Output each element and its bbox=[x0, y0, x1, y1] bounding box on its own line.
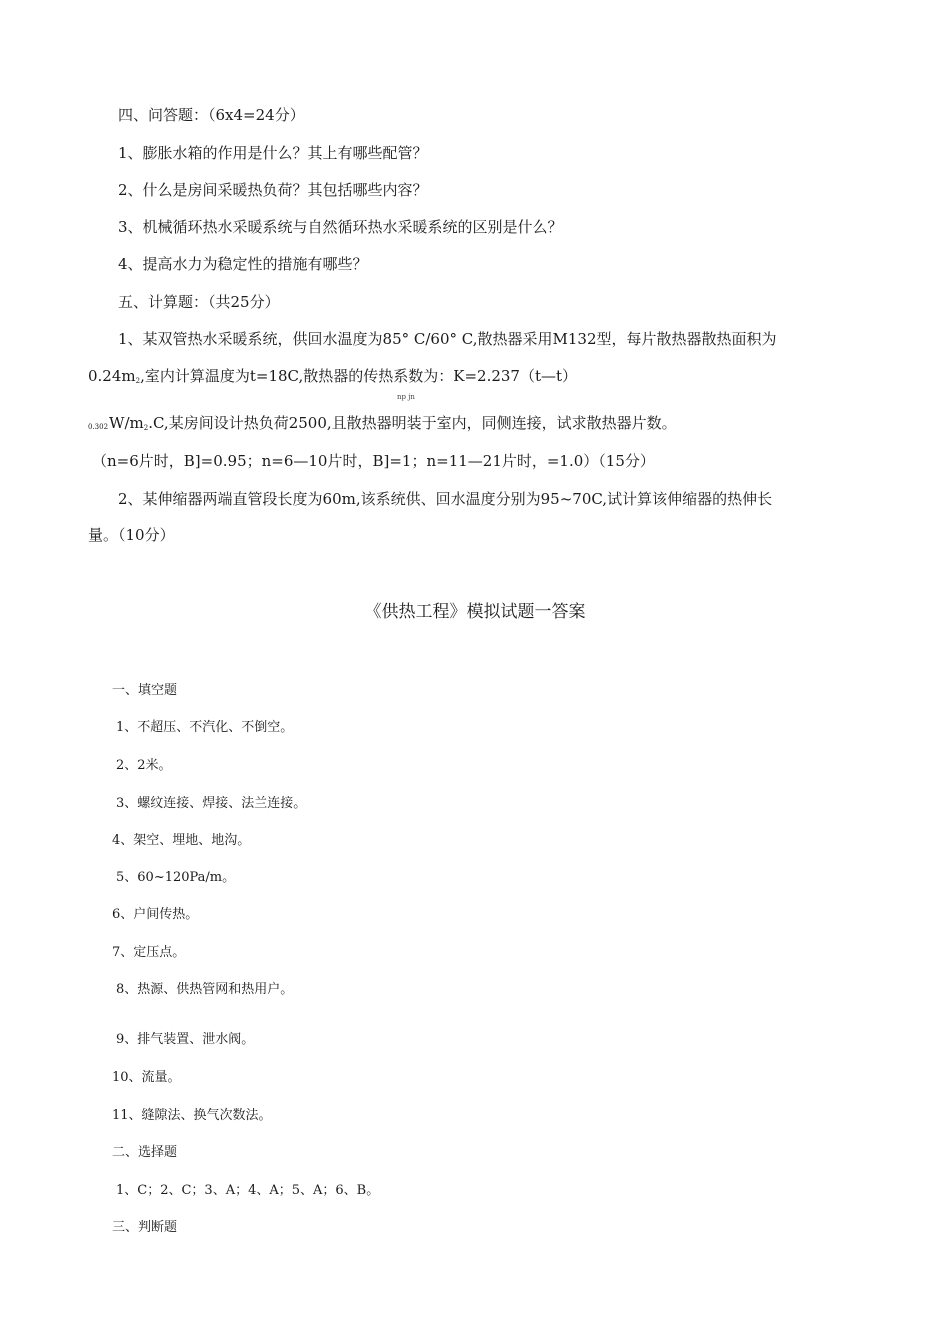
answer-3: 3、螺纹连接、焊接、法兰连接。 bbox=[116, 796, 307, 811]
answers-title: 《供热工程》模拟试题一答案 bbox=[364, 602, 586, 622]
judge-heading: 三、判断题 bbox=[112, 1220, 178, 1235]
section5-heading: 五、计算题：（共25分） bbox=[118, 293, 280, 311]
calc1-line3: $0.302W/m_2.C$,某房间设计热负荷2500,且散热器明装于室内，同侧连接，试求散热器片数。 bbox=[88, 414, 677, 432]
answer-7: 7、定压点。 bbox=[112, 945, 186, 960]
answer-10: 10、流量。 bbox=[112, 1070, 181, 1085]
answer-4: 4、架空、埋地、地沟。 bbox=[112, 833, 251, 848]
calc1-line2: $0.24m_2$,室内计算温度为t=18C,散热器的传热系数为：K=2.237（t—t） bbox=[88, 367, 578, 385]
formula-subscript-note: np jn bbox=[397, 393, 415, 401]
calc1-line4: （n=6片时，B]=0.95；n=6—10片时，B]=1；n=11—21片时，=1.0）（15分） bbox=[92, 452, 655, 470]
choice-heading: 二、选择题 bbox=[112, 1145, 178, 1160]
answer-6: 6、户间传热。 bbox=[112, 907, 199, 922]
answer-5: 5、60~120Pa/m。 bbox=[116, 870, 236, 885]
question-4: 4、提高水力为稳定性的措施有哪些？ bbox=[118, 255, 368, 273]
calc2-line2: 量。（10分） bbox=[88, 526, 175, 544]
answer-11: 11、缝隙法、换气次数法。 bbox=[112, 1108, 272, 1123]
fill-heading: 一、填空题 bbox=[112, 683, 178, 698]
choice-answers: 1、C；2、C；3、A；4、A；5、A；6、B。 bbox=[116, 1183, 380, 1198]
answer-8: 8、热源、供热管网和热用户。 bbox=[116, 982, 294, 997]
answer-2: 2、2米。 bbox=[116, 758, 172, 773]
calc1-line1: 1、某双管热水采暖系统，供回水温度为85° C/60° C,散热器采用M132型，每片散热器散热面积为 bbox=[118, 330, 777, 348]
question-1: 1、膨胀水箱的作用是什么？其上有哪些配管？ bbox=[118, 144, 428, 162]
question-2: 2、什么是房间采暖热负荷？其包括哪些内容？ bbox=[118, 181, 428, 199]
question-3: 3、机械循环热水采暖系统与自然循环热水采暖系统的区别是什么？ bbox=[118, 218, 563, 236]
answer-9: 9、排气装置、泄水阀。 bbox=[116, 1032, 255, 1047]
calc2-line1: 2、某伸缩器两端直管段长度为60m,该系统供、回水温度分别为95~70C,试计算该伸缩器的热伸长 bbox=[118, 490, 773, 508]
section4-heading: 四、问答题：（6x4=24分） bbox=[118, 106, 305, 124]
answer-1: 1、不超压、不汽化、不倒空。 bbox=[116, 720, 294, 735]
